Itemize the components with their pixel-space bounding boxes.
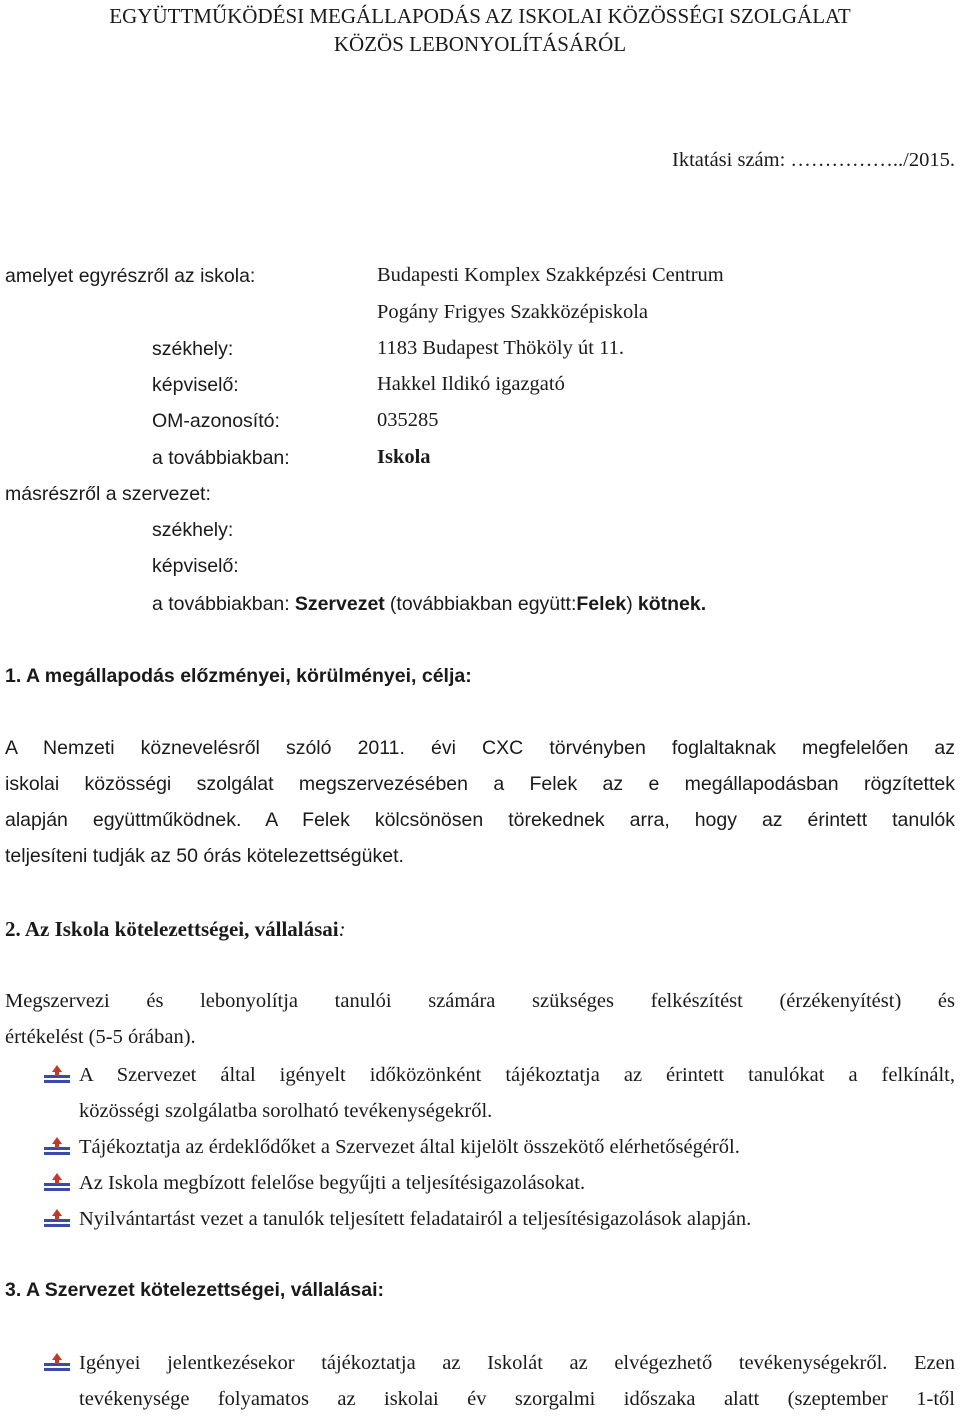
document-title-line2: KÖZÖS LEBONYOLÍTÁSÁRÓL xyxy=(333,32,627,56)
section2-bullet-3 xyxy=(79,1165,955,1201)
section1-line: iskolai közösségi szolgálat megszervezésében a Felek az e megállapodásban rögzítettek xyxy=(5,773,955,795)
org-bind-word: kötnek. xyxy=(637,593,707,615)
om-id-value: 035285 xyxy=(377,409,439,431)
org-together-pre: (továbbiakban együtt: xyxy=(389,593,577,615)
section2-heading-colon: : xyxy=(338,917,346,941)
org-intro-label: másrészről a szervezet: xyxy=(5,483,211,505)
school-hereafter-value: Iskola xyxy=(377,446,431,468)
org-hereafter-line xyxy=(152,591,706,618)
school-name-line1: Budapesti Komplex Szakképzési Centrum xyxy=(377,264,724,286)
section2-heading-text: 2. Az Iskola kötelezettségei, vállalásai xyxy=(5,917,339,941)
section1-line: A Nemzeti köznevelésről szóló 2011. évi CXC törvényben foglaltaknak megfelelően az xyxy=(5,737,955,759)
school-name-line2: Pogány Frigyes Szakközépiskola xyxy=(377,301,649,323)
bullet-line: Igényei jelentkezésekor tájékoztatja az Iskolát az elvégezhető tevékenységekről. Ezen xyxy=(79,1352,955,1374)
section3-heading: 3. A Szervezet kötelezettségei, vállalásai: xyxy=(5,1279,384,1301)
school-seat-label: székhely: xyxy=(152,338,234,360)
bullet-arrow-icon xyxy=(44,1136,70,1156)
bullet-arrow-icon xyxy=(44,1352,70,1372)
bullet-line: közösségi szolgálatba sorolható tevékenységekről. xyxy=(79,1100,493,1122)
bullet-line: Az Iskola megbízott felelőse begyűjti a teljesítésigazolásokat. xyxy=(79,1172,586,1194)
org-rep-label: képviselő: xyxy=(152,555,239,577)
org-seat-label: székhely: xyxy=(152,519,234,541)
school-rep-value: Hakkel Ildikó igazgató xyxy=(377,373,565,395)
section2-bullet-4 xyxy=(79,1201,955,1237)
section2-intro-line: értékelést (5-5 órában). xyxy=(5,1026,196,1048)
section1-paragraph xyxy=(5,730,955,874)
school-seat-value: 1183 Budapest Thököly út 11. xyxy=(377,337,624,359)
school-hereafter-label: a továbbiakban: xyxy=(152,447,290,469)
org-together-post: ) xyxy=(626,593,633,615)
bullet-line: Nyilvántartást vezet a tanulók teljesített feladatairól a teljesítésigazolások alapján. xyxy=(79,1208,752,1230)
section1-line: alapján együttműködnek. A Felek kölcsönösen törekednek arra, hogy az érintett tanulók xyxy=(5,809,955,831)
section2-intro xyxy=(5,983,955,1055)
om-id-label: OM-azonosító: xyxy=(152,410,280,432)
section2-intro-line: Megszervezi és lebonyolítja tanulói számára szükséges felkészítést (érzékenyítést) és xyxy=(5,990,955,1012)
bullet-arrow-icon xyxy=(44,1172,70,1192)
bullet-line: tevékenysége folyamatos az iskolai év szorgalmi időszaka alatt (szeptember 1-től xyxy=(79,1388,955,1410)
section3-bullet-1 xyxy=(79,1345,955,1417)
org-together-value: Felek xyxy=(576,593,627,615)
section2-bullet-1 xyxy=(79,1057,955,1129)
section2-heading xyxy=(5,916,346,943)
bullet-arrow-icon xyxy=(44,1064,70,1084)
document-title-line1: EGYÜTTMŰKÖDÉSI MEGÁLLAPODÁS AZ ISKOLAI KÖZÖSSÉGI SZOLGÁLAT xyxy=(109,4,851,28)
registry-number: Iktatási szám: ……………../2015. xyxy=(672,149,955,171)
section1-line: teljesíteni tudják az 50 órás kötelezettségüket. xyxy=(5,845,404,867)
org-hereafter-value: Szervezet xyxy=(294,593,385,615)
school-rep-label: képviselő: xyxy=(152,374,239,396)
school-intro-label: amelyet egyrészről az iskola: xyxy=(5,265,256,287)
bullet-line: A Szervezet által igényelt időközönként tájékoztatja az érintett tanulókat a felkínált, xyxy=(79,1064,955,1086)
bullet-arrow-icon xyxy=(44,1208,70,1228)
section1-heading: 1. A megállapodás előzményei, körülményei, célja: xyxy=(5,665,472,687)
org-hereafter-label: a továbbiakban: xyxy=(152,593,290,615)
bullet-line: Tájékoztatja az érdeklődőket a Szervezet által kijelölt összekötő elérhetőségéről. xyxy=(79,1136,740,1158)
section2-bullet-2 xyxy=(79,1129,955,1165)
